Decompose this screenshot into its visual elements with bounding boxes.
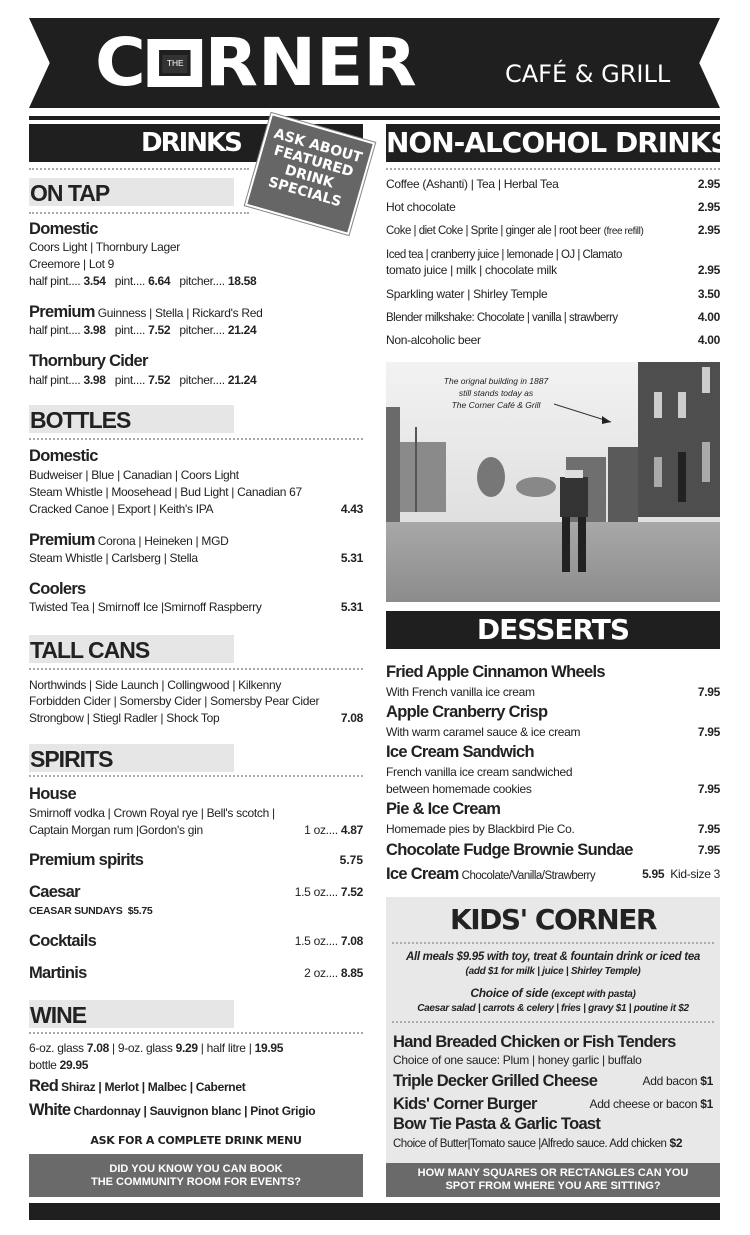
item-name: Caesar (29, 883, 80, 901)
item-desc: Smirnoff vodka | Crown Royal rye | Bell's scotch | (29, 806, 275, 820)
wine-white (29, 1100, 363, 1120)
item-extra: Add cheese or bacon (589, 1097, 698, 1111)
item-name: Apple Cranberry Crisp (386, 703, 548, 721)
item-note: (free refill) (603, 226, 644, 237)
price: 4.87 (340, 823, 363, 837)
price: 5.31 (340, 551, 363, 565)
price: 21.24 (227, 323, 257, 337)
item-name: Ice Cream (386, 865, 459, 883)
price: 6.64 (148, 274, 171, 288)
wine-prices: 6-oz. glass 7.08 | 9-oz. glass 9.29 | half litre | 19.95 (29, 1041, 284, 1055)
price: 4.43 (340, 502, 363, 516)
item (393, 1071, 713, 1091)
item-desc: Shiraz | Merlot | Malbec | Cabernet (61, 1080, 246, 1094)
item-desc: Choice of one sauce: Plum | honey garlic | buffalo (393, 1053, 642, 1067)
item (29, 882, 363, 902)
label: half pint.... (29, 373, 81, 387)
price: 2.95 (697, 177, 720, 191)
price-group (295, 882, 363, 902)
price: $1 (700, 1097, 713, 1111)
price-group (642, 867, 720, 882)
size: 1.5 oz.... (294, 934, 338, 948)
logo-the: THE (163, 55, 188, 73)
item-name: Premium spirits (29, 851, 144, 869)
size: 1.5 oz.... (294, 885, 338, 899)
price: 7.95 (697, 822, 720, 836)
item (29, 302, 363, 322)
label: half litre | (206, 1041, 252, 1055)
item-name: Domestic (29, 220, 98, 238)
kid-price: Kid-size 3 (670, 867, 720, 881)
label: 6-oz. glass (29, 1041, 84, 1055)
desserts-title: DESSERTS (386, 611, 720, 649)
photo-caption: The Corner Café & Grill (451, 400, 541, 410)
item (29, 963, 363, 983)
divider (29, 212, 249, 214)
item-desc: Corona | Heineken | MGD (97, 534, 229, 548)
size: 2 oz.... (304, 966, 338, 980)
community-room-promo (29, 1154, 363, 1197)
price-line (29, 373, 363, 388)
item (386, 177, 720, 192)
price: $2 (669, 1136, 683, 1150)
item (29, 931, 363, 951)
section-on-tap: ON TAP (29, 178, 234, 206)
promo-line: DID YOU KNOW YOU CAN BOOK (109, 1163, 283, 1175)
item (393, 1094, 713, 1114)
item-name: Non-alcoholic beer (386, 333, 481, 347)
promo-note: CEASAR SUNDAYS (29, 905, 123, 917)
divider (29, 116, 720, 120)
item (29, 502, 363, 517)
item (386, 840, 720, 860)
price: 3.98 (83, 323, 106, 337)
item-desc: Forbidden Cider | Somersby Cider | Somersby Pear Cider (29, 694, 320, 708)
price: 2.95 (697, 223, 720, 237)
label: pint.... (114, 373, 146, 387)
item-desc: Chardonnay | Sauvignon blanc | Pinot Grigio (73, 1104, 316, 1118)
kids-side-line (386, 986, 720, 1002)
price: 7.52 (148, 373, 171, 387)
price: 3.98 (83, 373, 106, 387)
price: 4.00 (697, 310, 720, 324)
item (386, 725, 720, 740)
item-desc: French vanilla ice cream sandwiched (386, 765, 573, 779)
item-desc: Chocolate/Vanilla/Strawberry (461, 870, 596, 882)
price: 5.95 (642, 867, 665, 881)
price: 5.31 (340, 600, 363, 614)
item-name: Hot chocolate (386, 200, 456, 214)
logo: C THE RNER (95, 24, 417, 101)
item-name: Hand Breaded Chicken or Fish Tenders (393, 1033, 676, 1051)
photo-caption: still stands today as (458, 388, 534, 398)
item-name: Domestic (29, 447, 98, 465)
item-desc: Captain Morgan rum |Gordon's gin (29, 823, 203, 837)
label: half pint.... (29, 274, 81, 288)
price: 3.50 (697, 287, 720, 301)
item-name: Martinis (29, 964, 87, 982)
item (386, 333, 720, 348)
item-name: Red (29, 1077, 59, 1095)
kids-title: KIDS' CORNER (450, 903, 656, 936)
item-name: Blender milkshake: Chocolate | vanilla | strawberry (386, 312, 618, 324)
divider (29, 438, 363, 440)
divider (29, 775, 363, 777)
photo-caption: The orignal building in 1887 (443, 376, 549, 386)
price: 8.85 (340, 966, 363, 980)
item (386, 223, 720, 239)
item (29, 823, 363, 838)
item-name: Sparkling water | Shirley Temple (386, 287, 548, 301)
item-name: Cocktails (29, 932, 97, 950)
price: 7.95 (697, 685, 720, 699)
price: 3.54 (83, 274, 106, 288)
divider (386, 168, 720, 170)
section-spirits: SPIRITS (29, 744, 234, 772)
item (386, 200, 720, 215)
item-name: White (29, 1101, 71, 1119)
section-wine: WINE (29, 1000, 234, 1028)
divider (29, 168, 249, 170)
wine-red (29, 1076, 363, 1096)
price: 7.95 (697, 782, 720, 796)
item-name: Ice Cream Sandwich (386, 743, 534, 761)
section-bottles: BOTTLES (29, 405, 234, 433)
item-name: House (29, 785, 76, 803)
price-group (304, 823, 363, 838)
tagline: CAFÉ & GRILL (505, 60, 671, 88)
divider (392, 942, 714, 944)
label: half pint.... (29, 323, 81, 337)
kids-side-note: (except with pasta) (551, 989, 636, 1000)
item-name: Thornbury Cider (29, 352, 148, 370)
price-group (295, 931, 363, 951)
item-desc: Twisted Tea | Smirnoff Ice |Smirnoff Raspberry (29, 600, 262, 614)
ask-drink-menu: ASK FOR A COMPLETE DRINK MENU (90, 1134, 302, 1147)
item (386, 247, 720, 263)
price: 18.58 (227, 274, 257, 288)
item (29, 711, 363, 726)
section-tall-cans: TALL CANS (29, 635, 234, 663)
item-desc: With warm caramel sauce & ice cream (386, 725, 581, 739)
item-desc: between homemade cookies (386, 782, 532, 796)
item-desc: Creemore | Lot 9 (29, 257, 115, 271)
item-desc: With French vanilla ice cream (386, 685, 535, 699)
item (393, 1136, 713, 1152)
price: 29.95 (59, 1058, 89, 1072)
kids-info: (add $1 for milk | juice | Shirley Temple) (465, 966, 641, 977)
item-desc: Homemade pies by Blackbird Pie Co. (386, 822, 575, 836)
price-line (29, 323, 363, 338)
item-name: Premium (29, 303, 95, 321)
price: $5.75 (127, 905, 153, 917)
item-desc: Cracked Canoe | Export | Keith's IPA (29, 502, 214, 516)
historic-photo (386, 362, 720, 602)
label: 9-oz. glass (117, 1041, 173, 1055)
item (29, 600, 363, 615)
item-desc: Steam Whistle | Moosehead | Bud Light | Canadian 67 (29, 485, 302, 499)
item-name: Coke | diet Coke | Sprite | ginger ale | root beer (386, 225, 601, 237)
item (386, 685, 720, 700)
size: 1 oz.... (304, 823, 338, 837)
item (29, 530, 363, 550)
item-name: Kids' Corner Burger (393, 1095, 537, 1113)
price: 7.08 (86, 1041, 109, 1055)
item-name: Premium (29, 531, 95, 549)
item-name: Bow Tie Pasta & Garlic Toast (393, 1115, 601, 1133)
divider (29, 1032, 363, 1034)
item-name: Fried Apple Cinnamon Wheels (386, 663, 605, 681)
item (386, 310, 720, 326)
kids-sides: Caesar salad | carrots & celery | fries | gravy $1 | poutine it $2 (417, 1003, 689, 1014)
price: 9.29 (175, 1041, 198, 1055)
item (29, 551, 363, 566)
item-name: Triple Decker Grilled Cheese (393, 1072, 598, 1090)
label: pitcher.... (179, 323, 225, 337)
label: pint.... (114, 274, 146, 288)
item-desc: Steam Whistle | Carlsberg | Stella (29, 551, 198, 565)
item (386, 263, 720, 278)
item (386, 864, 720, 884)
label: bottle (29, 1058, 57, 1072)
price-group (643, 1074, 713, 1089)
price: 5.75 (339, 853, 363, 867)
item (386, 782, 720, 797)
price: 4.00 (697, 333, 720, 347)
item-name: Coffee (Ashanti) | Tea | Herbal Tea (386, 177, 559, 191)
non-alcohol-title: NON-ALCOHOL DRINKS (386, 124, 720, 162)
price: 21.24 (227, 373, 257, 387)
item-name: Iced tea | cranberry juice | lemonade | OJ | Clamato (386, 249, 622, 261)
price-group (589, 1097, 713, 1112)
price: 2.95 (697, 200, 720, 214)
item-name: tomato juice | milk | chocolate milk (386, 263, 557, 277)
wine-bottle (29, 1058, 363, 1073)
divider (29, 668, 363, 670)
promo-line (29, 904, 363, 919)
price: 7.95 (697, 843, 720, 857)
label: pint.... (114, 323, 146, 337)
item (29, 850, 363, 870)
price: 19.95 (254, 1041, 284, 1055)
price: 7.52 (340, 885, 363, 899)
item-desc: Northwinds | Side Launch | Collingwood | Kilkenny (29, 678, 282, 692)
price: 7.95 (697, 725, 720, 739)
drinks-title: DRINKS (29, 124, 363, 162)
label: pitcher.... (179, 373, 225, 387)
item-desc: Guinness | Stella | Rickard's Red (97, 306, 263, 320)
item-name: Chocolate Fudge Brownie Sundae (386, 841, 633, 859)
squares-promo (386, 1163, 720, 1197)
item (386, 822, 720, 837)
item-name: Pie & Ice Cream (386, 800, 501, 818)
item-extra: Add bacon (642, 1074, 698, 1088)
kids-info: All meals $9.95 with toy, treat & fountain drink or iced tea (405, 951, 701, 963)
featured-specials-stamp: ASK ABOUT FEATURED DRINK SPECIALS (245, 113, 375, 235)
price-line (29, 274, 363, 289)
price: 7.08 (340, 934, 363, 948)
item (386, 287, 720, 302)
item-desc: Budweiser | Blue | Canadian | Coors Light (29, 468, 239, 482)
item-desc: Coors Light | Thornbury Lager (29, 240, 180, 254)
footer-bar (29, 1203, 720, 1220)
price: 7.52 (148, 323, 171, 337)
logo-o-box (148, 39, 203, 87)
price-group (304, 963, 363, 983)
price: 7.08 (340, 711, 363, 725)
item-desc: Strongbow | Stiegl Radler | Shock Top (29, 711, 220, 725)
price: 2.95 (697, 263, 720, 277)
item-name: Coolers (29, 580, 86, 598)
promo-line: HOW MANY SQUARES OR RECTANGLES CAN YOU (417, 1167, 689, 1179)
kids-side: Choice of side (470, 986, 549, 1000)
item-desc: Choice of Butter|Tomato sauce |Alfredo sauce. Add chicken (393, 1138, 667, 1150)
promo-line: THE COMMUNITY ROOM FOR EVENTS? (90, 1176, 302, 1188)
price: $1 (700, 1074, 713, 1088)
label: pitcher.... (179, 274, 225, 288)
promo-line: SPOT FROM WHERE YOU ARE SITTING? (445, 1180, 661, 1192)
divider (392, 1021, 714, 1023)
